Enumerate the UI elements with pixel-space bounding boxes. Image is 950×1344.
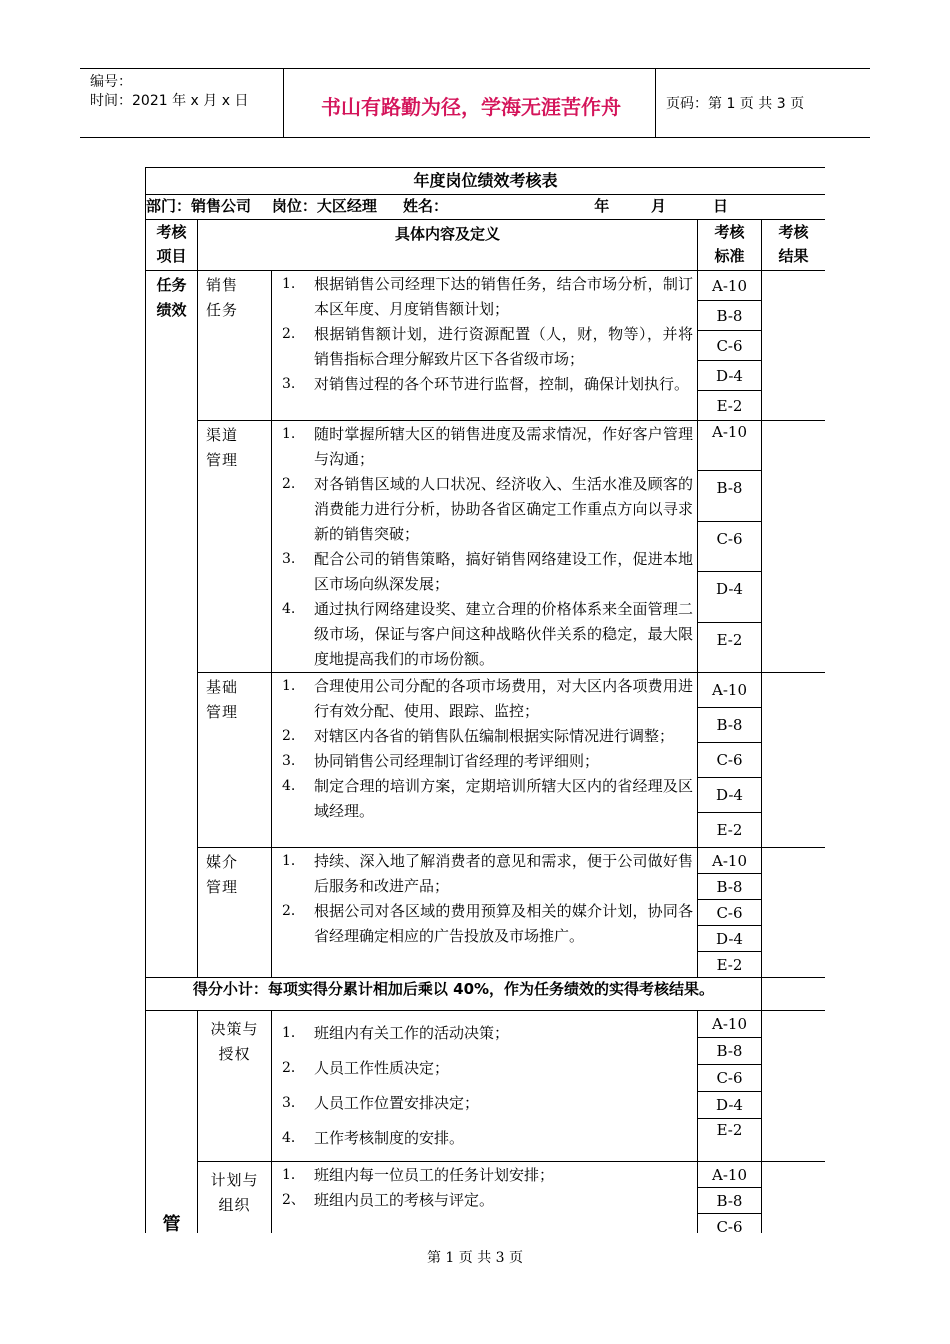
standard-grade-text: E-2 [716, 630, 743, 649]
header-standard-line2: 标准 [714, 247, 745, 265]
group-items [272, 1162, 698, 1234]
standard-grade: B-8 [698, 874, 762, 900]
standard-grade: A-10 [698, 1162, 762, 1188]
standard-grade: A-10 [698, 1011, 762, 1038]
result-cell [762, 1162, 826, 1234]
item-number: 4. [282, 601, 296, 617]
group-name [198, 1162, 272, 1234]
list-item [276, 674, 693, 724]
standard-grade: C-6 [698, 743, 762, 778]
list-item [276, 1126, 693, 1151]
list-item [276, 1188, 693, 1213]
item-number: 1. [282, 678, 296, 694]
standard-grade: D-4 [698, 1092, 762, 1119]
item-number: 4. [282, 778, 296, 794]
item-text: 对销售过程的各个环节进行监督，控制，确保计划执行。 [314, 375, 690, 393]
standard-grade: C-6 [698, 331, 762, 361]
header-standard-line1: 考核 [714, 223, 745, 241]
result-cell [762, 673, 826, 848]
header-motto: 书山有路勤为径，学海无涯苦作舟 [321, 95, 621, 119]
group-name-line1: 基础 [206, 678, 239, 696]
list-item [276, 272, 693, 322]
group-name-line1: 媒介 [206, 853, 239, 871]
item-number: 1． [282, 1167, 305, 1183]
group-name-line1: 销售 [206, 276, 239, 294]
evaluation-table [145, 167, 825, 1233]
standard-grade: E-2 [698, 391, 762, 421]
item-number: 2. [282, 326, 296, 342]
info-line: 部门：销售公司 岗位：大区经理 姓名： 年 月 日 [146, 195, 826, 220]
header-result-line2: 结果 [778, 247, 809, 265]
item-text: 工作考核制度的安排。 [314, 1129, 465, 1147]
group-name-line2: 管理 [206, 703, 239, 721]
group-name-line2: 组织 [218, 1196, 251, 1214]
item-number: 2． [282, 903, 305, 919]
item-number: 1. [282, 276, 296, 292]
evaluation-form [145, 167, 825, 1233]
item-text: 随时掌握所辖大区的销售进度及需求情况，作好客户管理与沟通； [314, 425, 693, 468]
standard-grade [698, 471, 762, 521]
list-item [276, 372, 693, 397]
item-number: 3. [282, 376, 296, 392]
standard-grade-text: B-8 [716, 479, 743, 498]
list-item [276, 322, 693, 372]
standard-grade: D-4 [698, 926, 762, 952]
standard-grade: B-8 [698, 301, 762, 331]
standard-grade: A-10 [698, 673, 762, 708]
group-name [198, 673, 272, 848]
group-name-line1: 渠道 [206, 426, 239, 444]
item-text: 根据销售公司经理下达的销售任务，结合市场分析，制订本区年度、月度销售额计划； [314, 275, 693, 318]
item-number: 2、 [282, 1192, 305, 1208]
group-items [272, 673, 698, 848]
standard-grade [698, 521, 762, 571]
time-label: 时间：2021 年 x 月 x 日 [90, 93, 249, 109]
item-text: 班组内每一位员工的任务计划安排； [314, 1166, 555, 1184]
category-line2: 绩效 [156, 301, 187, 319]
list-item [276, 899, 693, 949]
standard-grade: D-4 [698, 361, 762, 391]
item-number: 3. [282, 551, 296, 567]
standard-grade: A-10 [698, 271, 762, 301]
group-name-line2: 管理 [206, 878, 239, 896]
group-items [272, 421, 698, 673]
header-standard [698, 220, 762, 271]
item-number: 3. [282, 753, 296, 769]
group-name-line1: 计划与 [210, 1171, 259, 1189]
item-text: 对辖区内各省的销售队伍编制根据实际情况进行调整； [314, 727, 675, 745]
list-item [276, 1021, 693, 1046]
item-text: 人员工作性质决定； [314, 1059, 450, 1077]
result-cell [762, 271, 826, 421]
serial-label: 编号： [90, 74, 132, 90]
list-item [276, 472, 693, 547]
group-items [272, 848, 698, 978]
category-management [146, 1011, 198, 1234]
page-header [80, 68, 870, 138]
standard-grade: B-8 [698, 1188, 762, 1214]
group-items [272, 1011, 698, 1162]
header-divider [655, 69, 656, 137]
item-number: 2． [282, 1060, 305, 1076]
group-name [198, 421, 272, 673]
item-text: 对各销售区域的人口状况、经济收入、生活水准及顾客的消费能力进行分析，协助各省区确定工作重点方向以寻求新的销售突破； [314, 475, 693, 543]
standard-grade-text: C-6 [716, 529, 743, 548]
standard-grade: C-6 [698, 1065, 762, 1092]
group-name-line1: 决策与 [210, 1020, 259, 1038]
table-title: 年度岗位绩效考核表 [146, 168, 826, 195]
group-name-line2: 管理 [206, 451, 239, 469]
standard-grade-text: D-4 [716, 580, 743, 599]
group-name-line2: 任务 [206, 301, 239, 319]
header-item [146, 220, 198, 271]
standard-grade: B-8 [698, 1038, 762, 1065]
item-number: 1． [282, 853, 305, 869]
list-item [276, 774, 693, 824]
header-page-info: 页码：第 1 页 共 3 页 [666, 96, 805, 112]
group-name [198, 1011, 272, 1162]
item-text: 持续、深入地了解消费者的意见和需求，便于公司做好售后服务和改进产品； [314, 852, 693, 895]
item-number: 2. [282, 728, 296, 744]
list-item [276, 547, 693, 597]
item-text: 班组内有关工作的活动决策； [314, 1024, 510, 1042]
list-item [276, 1091, 693, 1116]
page-footer: 第 1 页 共 3 页 [426, 1250, 524, 1266]
list-item [276, 849, 693, 899]
standard-grade: B-8 [698, 708, 762, 743]
group-items [272, 271, 698, 421]
standard-grade: C-6 [698, 900, 762, 926]
group-name [198, 271, 272, 421]
group-name [198, 848, 272, 978]
category-task-performance [146, 271, 198, 978]
item-text: 通过执行网络建设奖、建立合理的价格体系来全面管理二级市场，保证与客户间这种战略伙伴关系的稳定，最大限度地提高我们的市场份额。 [314, 600, 693, 668]
item-text: 人员工作位置安排决定； [314, 1094, 480, 1112]
item-text: 配合公司的销售策略，搞好销售网络建设工作，促进本地区市场向纵深发展； [314, 550, 693, 593]
list-item [276, 749, 693, 774]
item-text: 班组内员工的考核与评定。 [314, 1191, 495, 1209]
standard-grade [698, 572, 762, 622]
item-number: 4． [282, 1130, 305, 1146]
standard-grade: E-2 [698, 813, 762, 848]
group-name-line2: 授权 [218, 1045, 251, 1063]
result-cell [762, 848, 826, 978]
item-text: 根据公司对各区域的费用预算及相关的媒介计划，协同各省经理确定相应的广告投放及市场推广。 [314, 902, 693, 945]
item-number: 3． [282, 1095, 305, 1111]
standard-grade [698, 421, 762, 471]
standard-grade-text: A-10 [712, 423, 747, 441]
result-cell [762, 421, 826, 673]
header-result-line1: 考核 [778, 223, 809, 241]
result-cell [762, 1011, 826, 1162]
header-divider [283, 69, 284, 137]
subtotal-note: 得分小计：每项实得分累计相加后乘以 40%，作为任务绩效的实得考核结果。 [146, 978, 762, 1011]
header-item-line1: 考核 [156, 223, 187, 241]
header-result [762, 220, 826, 271]
header-item-line2: 项目 [156, 247, 187, 265]
standard-grade: A-10 [698, 848, 762, 874]
standard-grade: E-2 [698, 952, 762, 978]
standard-grade [698, 1119, 762, 1162]
header-meta [90, 73, 248, 111]
item-text: 合理使用公司分配的各项市场费用，对大区内各项费用进行有效分配、使用、跟踪、监控； [314, 677, 693, 720]
standard-grade [698, 622, 762, 672]
list-item [276, 597, 693, 672]
item-text: 协同销售公司经理制订省经理的考评细则； [314, 752, 600, 770]
item-number: 2. [282, 476, 296, 492]
list-item [276, 422, 693, 472]
list-item [276, 1163, 693, 1188]
category-line1: 任务 [156, 276, 187, 294]
item-number: 1． [282, 1025, 305, 1041]
item-number: 1. [282, 426, 296, 442]
category-char: 管 [162, 1214, 181, 1233]
standard-grade-text: E-2 [716, 1121, 743, 1140]
standard-grade: C-6 [698, 1214, 762, 1234]
subtotal-result-cell [762, 978, 826, 1011]
list-item [276, 1056, 693, 1081]
item-text: 制定合理的培训方案，定期培训所辖大区内的省经理及区域经理。 [314, 777, 693, 820]
item-text: 根据销售额计划，进行资源配置（人，财，物等），并将销售指标合理分解致片区下各省级市场； [314, 325, 693, 368]
list-item [276, 724, 693, 749]
header-content: 具体内容及定义 [198, 220, 698, 271]
standard-grade: D-4 [698, 778, 762, 813]
